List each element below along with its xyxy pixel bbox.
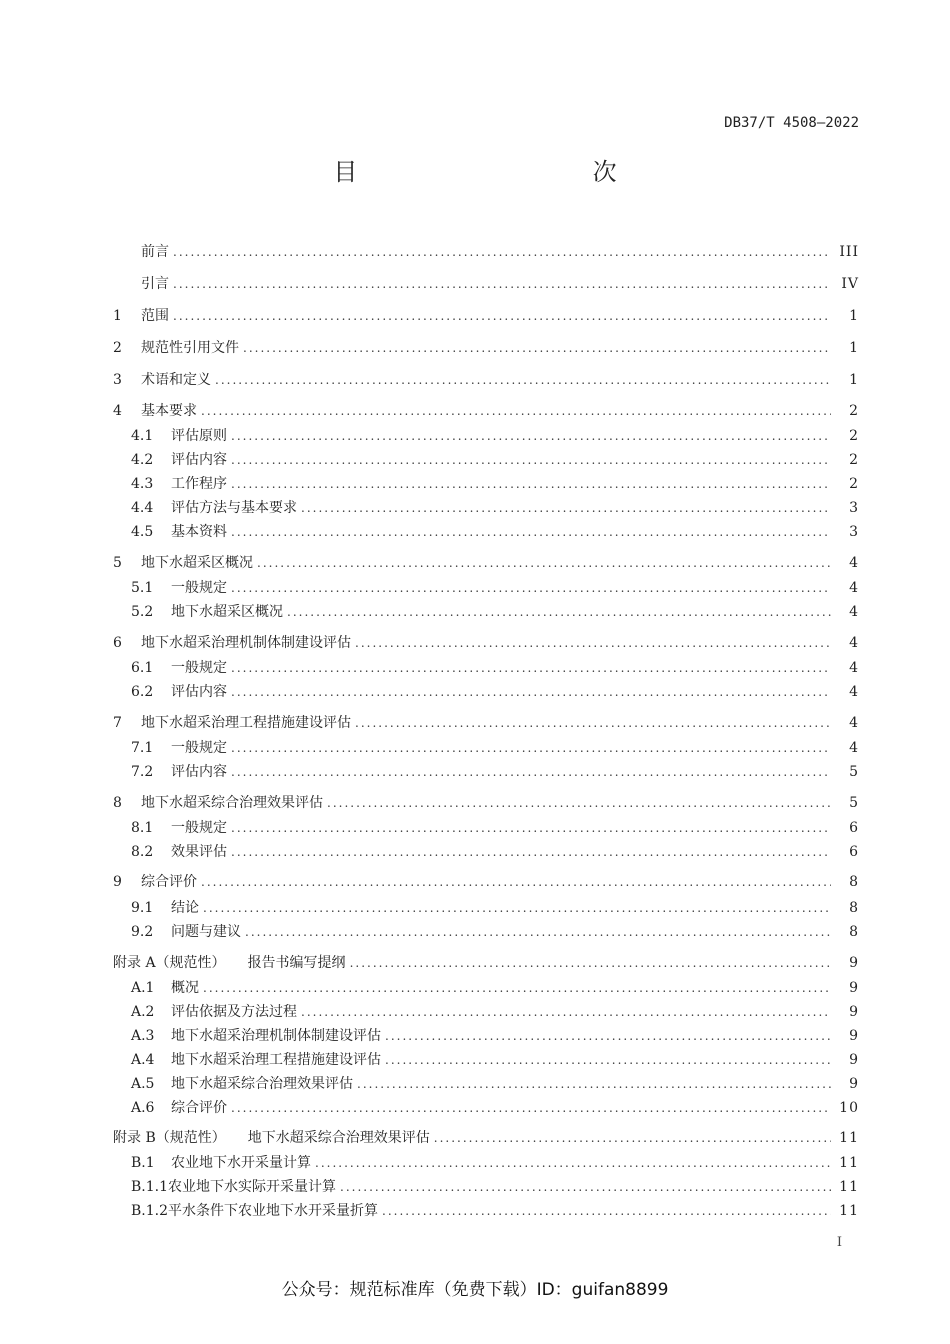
toc-entry-number: A.3 (131, 1028, 155, 1044)
toc-entry[interactable] (131, 920, 859, 944)
toc-entry-number: 8 (113, 795, 122, 811)
dot-leader (355, 711, 831, 735)
toc-entry[interactable] (131, 656, 859, 680)
toc-entry[interactable] (131, 1072, 859, 1096)
dot-leader (315, 1151, 831, 1175)
toc-entry-label: 地下水超采治理工程措施建设评估 (141, 715, 351, 731)
toc-entry[interactable] (113, 368, 859, 392)
toc-entry-label: 地下水超采治理机制体制建设评估 (171, 1028, 381, 1044)
toc-entry[interactable] (131, 1024, 859, 1048)
toc-entry-label: 一般规定 (171, 660, 227, 676)
toc-entry-label: 效果评估 (171, 844, 227, 860)
toc-entry[interactable] (113, 711, 859, 735)
toc-entry[interactable] (131, 448, 859, 472)
dot-leader (201, 870, 831, 894)
toc-entry-label: 范围 (141, 308, 169, 324)
toc-entry[interactable] (131, 1199, 859, 1223)
toc-entry-label: 规范性引用文件 (141, 340, 239, 356)
dot-leader (203, 896, 831, 920)
dot-leader (231, 680, 831, 704)
toc-entry-page: 3 (849, 500, 859, 516)
dot-leader (231, 840, 831, 864)
toc-entry[interactable] (113, 631, 859, 655)
toc-entry-number: 9.1 (131, 900, 154, 916)
dot-leader (173, 304, 831, 328)
toc-entry-number: 5 (113, 555, 122, 571)
toc-entry-label: 地下水超采治理工程措施建设评估 (171, 1052, 381, 1068)
toc-entry-label: 评估依据及方法过程 (171, 1004, 297, 1020)
toc-entry[interactable] (113, 951, 859, 975)
dot-leader (173, 240, 831, 264)
toc-entry-label: 一般规定 (171, 820, 227, 836)
toc-entry-page: 9 (849, 1076, 859, 1092)
toc-entry-page: 6 (849, 844, 859, 860)
toc-entry-number: 6 (113, 635, 122, 651)
dot-leader (301, 1000, 831, 1024)
toc-entry-number: B.1.1 (131, 1179, 169, 1195)
dot-leader (231, 816, 831, 840)
toc-entry-page: 8 (849, 924, 859, 940)
dot-leader (201, 399, 831, 423)
toc-entry-page: 1 (849, 372, 859, 388)
toc-entry-number: 9 (113, 874, 122, 890)
toc-entry-page: 1 (849, 308, 859, 324)
toc-entry-number: 4.2 (131, 452, 154, 468)
dot-leader (434, 1126, 831, 1150)
toc-entry-page: 4 (849, 555, 859, 571)
toc-entry[interactable] (113, 240, 859, 264)
toc-entry[interactable] (131, 760, 859, 784)
toc-entry-number: A.6 (131, 1100, 155, 1116)
toc-entry-page: 4 (849, 580, 859, 596)
toc-entry-number: 6.1 (131, 660, 154, 676)
toc-entry-page: 9 (849, 980, 859, 996)
toc-entry-label: 结论 (171, 900, 199, 916)
toc-entry-page: 6 (849, 820, 859, 836)
toc-entry-label: 综合评价 (171, 1100, 227, 1116)
toc-entry[interactable] (113, 336, 859, 360)
dot-leader (231, 656, 831, 680)
toc-entry-label: 基本要求 (141, 403, 197, 419)
toc-entry-number: 4 (113, 403, 122, 419)
toc-entry-number: 8.2 (131, 844, 154, 860)
dot-leader (245, 920, 831, 944)
toc-entry-label: 地下水超采区概况 (171, 604, 283, 620)
toc-entry-number: 6.2 (131, 684, 154, 700)
dot-leader (385, 1048, 831, 1072)
toc-entry-page: 9 (849, 1052, 859, 1068)
toc-entry-label: 术语和定义 (141, 372, 211, 388)
toc-entry-page: 11 (839, 1130, 859, 1146)
dot-leader (231, 760, 831, 784)
toc-entry[interactable] (131, 1000, 859, 1024)
toc-entry-label: 综合评价 (141, 874, 197, 890)
toc-entry-page: 11 (839, 1203, 859, 1219)
dot-leader (350, 951, 831, 975)
toc-entry-label: 报告书编写提纲 (247, 955, 346, 971)
toc-entry[interactable] (131, 976, 859, 1000)
toc-entry[interactable] (131, 1048, 859, 1072)
toc-entry-number: 附录 A（规范性） (113, 955, 226, 971)
dot-leader (382, 1199, 831, 1223)
dot-leader (231, 576, 831, 600)
dot-leader (231, 1096, 831, 1120)
toc-entry-page: 11 (839, 1179, 859, 1195)
toc-entry-number: 4.5 (131, 524, 154, 540)
toc-entry-label: 评估内容 (171, 764, 227, 780)
dot-leader (231, 520, 831, 544)
dot-leader (355, 631, 831, 655)
toc-entry-page: 8 (849, 900, 859, 916)
doc-code: DB37/T 4508—2022 (724, 115, 859, 131)
toc-entry-label: 评估原则 (171, 428, 227, 444)
toc-entry-number: 7 (113, 715, 122, 731)
dot-leader (231, 472, 831, 496)
toc-entry-label: 评估内容 (171, 684, 227, 700)
toc-entry-page: 5 (849, 795, 859, 811)
toc-entry-page: IV (841, 276, 859, 292)
toc-entry[interactable] (131, 424, 859, 448)
toc-entry-page: 10 (839, 1100, 859, 1116)
watermark-text: 公众号：规范标准库（免费下载）ID：guifan8899 (281, 1280, 669, 1300)
toc-entry-number: A.1 (131, 980, 155, 996)
toc-entry-label: 平水条件下农业地下水开采量折算 (168, 1203, 379, 1219)
dot-leader (203, 976, 831, 1000)
dot-leader (287, 600, 831, 624)
toc-entry[interactable] (113, 1126, 859, 1150)
toc-entry-page: 4 (849, 715, 859, 731)
toc-entry-page: 2 (849, 476, 859, 492)
page-title: 目 次 (333, 158, 679, 186)
toc-entry[interactable] (131, 736, 859, 760)
toc-entry-label: 一般规定 (171, 580, 227, 596)
toc-entry-number: A.4 (131, 1052, 155, 1068)
dot-leader (301, 496, 831, 520)
toc-entry-page: 9 (849, 955, 859, 971)
toc-entry[interactable] (131, 496, 859, 520)
toc-entry[interactable] (113, 870, 859, 894)
toc-entry-number: B.1 (131, 1155, 155, 1171)
toc-entry[interactable] (113, 399, 859, 423)
toc-entry[interactable] (113, 791, 859, 815)
toc-entry-label: 一般规定 (171, 740, 227, 756)
toc-entry[interactable] (113, 304, 859, 328)
toc-entry-number: 7.1 (131, 740, 154, 756)
toc-entry-number: B.1.2 (131, 1203, 169, 1219)
toc-entry[interactable] (113, 272, 859, 296)
toc-entry-page: 4 (849, 604, 859, 620)
toc-entry-number: 附录 B（规范性） (113, 1130, 226, 1146)
toc-entry-page: 2 (849, 428, 859, 444)
toc-entry[interactable] (131, 576, 859, 600)
toc-entry-page: 1 (849, 340, 859, 356)
toc-entry-number: 9.2 (131, 924, 154, 940)
dot-leader (385, 1024, 831, 1048)
toc-entry-page: 2 (849, 452, 859, 468)
toc-entry-page: 11 (839, 1155, 859, 1171)
toc-entry-label: 农业地下水实际开采量计算 (168, 1179, 337, 1195)
toc-entry[interactable] (131, 840, 859, 864)
toc-entry[interactable] (131, 520, 859, 544)
toc-entry-label: 评估内容 (171, 452, 227, 468)
dot-leader (173, 272, 831, 296)
toc-entry-number: 4.3 (131, 476, 154, 492)
toc-entry-number: 4.1 (131, 428, 154, 444)
toc-entry-label: 地下水超采综合治理效果评估 (247, 1130, 430, 1146)
dot-leader (257, 551, 831, 575)
toc-entry-label: 基本资料 (171, 524, 227, 540)
toc-entry[interactable] (131, 896, 859, 920)
toc-entry-page: 9 (849, 1028, 859, 1044)
toc-entry-label: 评估方法与基本要求 (171, 500, 297, 516)
toc-entry-label: 概况 (171, 980, 199, 996)
toc-entry-page: 8 (849, 874, 859, 890)
toc-entry-label: 问题与建议 (171, 924, 241, 940)
toc-entry-number: 4.4 (131, 500, 154, 516)
toc-entry[interactable] (131, 1096, 859, 1120)
toc-entry-page: 4 (849, 684, 859, 700)
toc-entry-label: 工作程序 (171, 476, 227, 492)
toc-entry[interactable] (131, 816, 859, 840)
toc-entry[interactable] (131, 1151, 859, 1175)
toc-entry[interactable] (131, 680, 859, 704)
toc-entry-number: A.5 (131, 1076, 155, 1092)
dot-leader (327, 791, 831, 815)
toc-entry-page: 3 (849, 524, 859, 540)
toc-entry-label: 前言 (141, 244, 169, 260)
toc-entry-label: 地下水超采区概况 (141, 555, 253, 571)
dot-leader (340, 1175, 831, 1199)
toc-entry[interactable] (113, 551, 859, 575)
toc-entry-number: 3 (113, 372, 122, 388)
toc-entry-page: 9 (849, 1004, 859, 1020)
dot-leader (231, 424, 831, 448)
toc-entry[interactable] (131, 600, 859, 624)
toc-entry-number: 5.1 (131, 580, 154, 596)
toc-entry-page: 4 (849, 635, 859, 651)
dot-leader (231, 448, 831, 472)
toc-entry-number: A.2 (131, 1004, 155, 1020)
toc-entry[interactable] (131, 1175, 859, 1199)
toc-entry-number: 2 (113, 340, 122, 356)
toc-entry-number: 1 (113, 308, 122, 324)
toc-entry-label: 地下水超采治理机制体制建设评估 (141, 635, 351, 651)
page-number: I (836, 1235, 842, 1250)
toc-entry-label: 引言 (141, 276, 169, 292)
dot-leader (243, 336, 831, 360)
toc-entry-number: 5.2 (131, 604, 154, 620)
toc-entry-page: 4 (849, 740, 859, 756)
dot-leader (357, 1072, 831, 1096)
toc-entry-page: 4 (849, 660, 859, 676)
dot-leader (231, 736, 831, 760)
dot-leader (215, 368, 831, 392)
toc-entry-label: 地下水超采综合治理效果评估 (171, 1076, 353, 1092)
toc-entry-label: 地下水超采综合治理效果评估 (141, 795, 323, 811)
toc-entry-number: 7.2 (131, 764, 154, 780)
toc-entry-number: 8.1 (131, 820, 154, 836)
toc-entry-label: 农业地下水开采量计算 (171, 1155, 311, 1171)
toc-entry[interactable] (131, 472, 859, 496)
toc-entry-page: 5 (849, 764, 859, 780)
toc-entry-page: III (839, 244, 859, 260)
toc-entry-page: 2 (849, 403, 859, 419)
